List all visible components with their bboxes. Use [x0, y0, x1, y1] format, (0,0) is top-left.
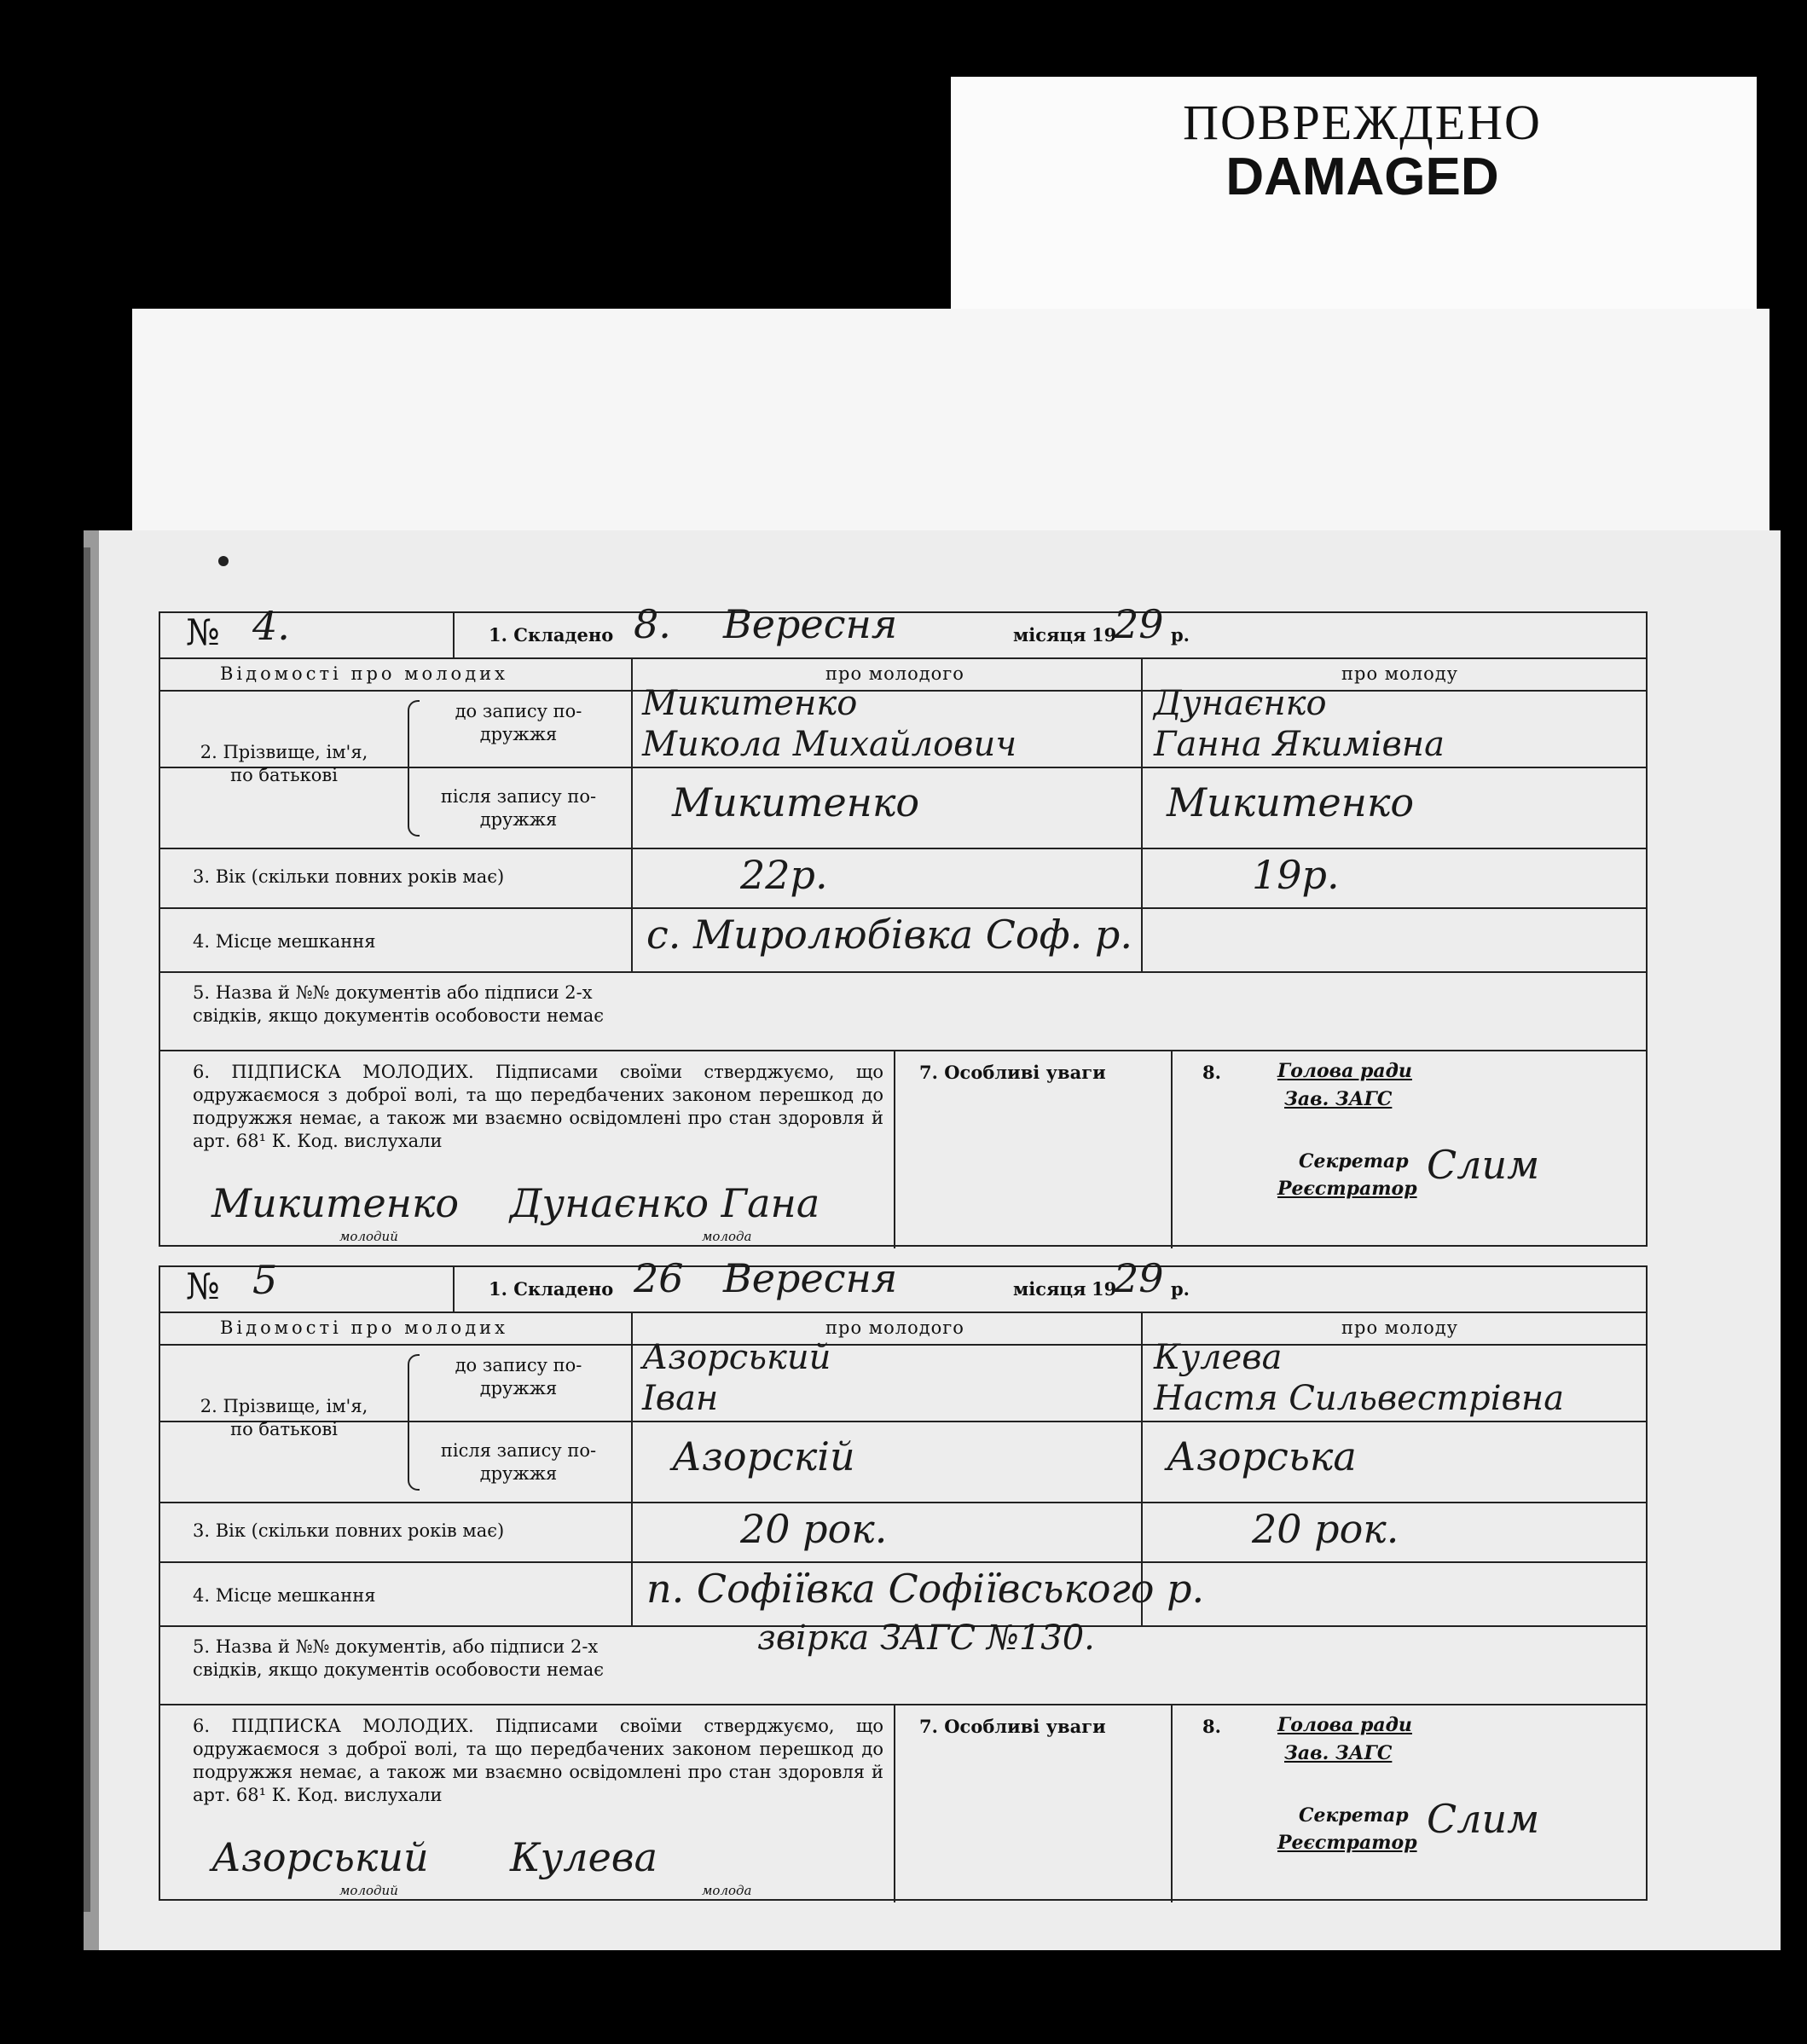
registrar-signature[interactable]: Слим: [1427, 1796, 1540, 1842]
secretary-label: Секретар: [1299, 1804, 1409, 1827]
groom-name-after[interactable]: Микитенко: [672, 779, 920, 825]
record-day[interactable]: 26: [634, 1255, 684, 1301]
residence[interactable]: п. Софіївка Софіївського р.: [646, 1566, 1205, 1612]
record-year[interactable]: 29: [1114, 601, 1164, 647]
notes-label: 7. Особливі уваги: [919, 1062, 1106, 1083]
record-month[interactable]: Вересня: [723, 601, 898, 647]
name-brace: [408, 1354, 420, 1491]
before-label: до запису по- дружжя: [455, 701, 582, 744]
rule-5: [160, 1561, 1646, 1563]
after-label: після запису по- дружжя: [440, 786, 597, 830]
residence-label: 4. Місце мешкання: [193, 931, 376, 952]
rule-v-chair: [1171, 1704, 1173, 1902]
rule-7: [160, 1704, 1646, 1705]
groom-header: про молодого: [825, 1317, 964, 1338]
rule-v-number: [453, 1267, 455, 1312]
groom-name-before[interactable]: Азорський Іван: [642, 1338, 831, 1418]
rule-3: [160, 767, 1646, 768]
bride-age[interactable]: 20 рок.: [1252, 1506, 1399, 1552]
bride-signature-caption: молода: [702, 1883, 752, 1898]
groom-signature[interactable]: Микитенко: [211, 1180, 460, 1226]
info-header: Відомості про молодих: [220, 1317, 508, 1338]
month-label: місяця: [1013, 624, 1086, 646]
rule-5: [160, 907, 1646, 909]
bride-signature[interactable]: Кулева: [510, 1834, 657, 1880]
bride-signature[interactable]: Дунаєнко Гана: [510, 1180, 820, 1226]
before-label: до запису по- дружжя: [455, 1355, 582, 1398]
record-number-sign: №: [186, 611, 220, 653]
record-1: [159, 601, 1648, 1247]
rule-4: [160, 1502, 1646, 1503]
rule-7: [160, 1050, 1646, 1051]
year-suffix: р.: [1171, 624, 1190, 646]
rule-v-notes: [894, 1050, 895, 1248]
rule-4: [160, 848, 1646, 849]
residence[interactable]: с. Миролюбівка Соф. р.: [646, 912, 1132, 958]
bride-name-after[interactable]: Азорська: [1167, 1433, 1357, 1479]
registrar-label: Реєстратор: [1277, 1178, 1417, 1200]
groom-age[interactable]: 22р.: [740, 852, 828, 898]
rule-v-notes: [894, 1704, 895, 1902]
registrar-signature[interactable]: Слим: [1427, 1142, 1540, 1188]
pledge-text: 6. ПІДПИСКА МОЛОДИХ. Підписами своїми стверджуємо, що одружаємося з доброї волі, та що передбачених законом перешкод до подружжя немає, а також ми взаємно освідомлені про стан здоровля й арт. 68¹ К. Код. вислухали: [193, 1716, 883, 1805]
secretary-label: Секретар: [1299, 1150, 1409, 1173]
year-suffix: р.: [1171, 1278, 1190, 1300]
bride-header: про молоду: [1341, 663, 1459, 684]
marriage-register-card: [84, 530, 1781, 1950]
bride-name-before[interactable]: Дунаєнко Ганна Якимівна: [1154, 684, 1445, 764]
zags-label: Зав. ЗАГС: [1284, 1088, 1393, 1110]
after-label: після запису по- дружжя: [440, 1440, 597, 1484]
residence-label: 4. Місце мешкання: [193, 1585, 376, 1606]
month-label: місяця: [1013, 1278, 1086, 1300]
record-year[interactable]: 29: [1114, 1255, 1164, 1301]
notes-label: 7. Особливі уваги: [919, 1716, 1106, 1737]
bride-age[interactable]: 19р.: [1252, 852, 1340, 898]
chair-label: Голова ради: [1277, 1060, 1412, 1082]
record-2: [159, 1255, 1648, 1901]
record-number-sign: №: [186, 1265, 220, 1307]
zags-label: Зав. ЗАГС: [1284, 1742, 1393, 1764]
groom-name-after[interactable]: Азорскій: [672, 1433, 855, 1479]
age-label: 3. Вік (скільки повних років має): [193, 866, 505, 887]
bride-signature-caption: молода: [702, 1229, 752, 1244]
composed-label: 1. Складено: [489, 624, 614, 646]
year-prefix: 19: [1092, 1278, 1117, 1300]
groom-header: про молодого: [825, 663, 964, 684]
composed-label: 1. Складено: [489, 1278, 614, 1300]
rule-3: [160, 1421, 1646, 1422]
groom-name-before[interactable]: Микитенко Микола Михайлович: [642, 684, 1017, 764]
year-prefix: 19: [1092, 624, 1117, 646]
documents-label: 5. Назва й №№ документів, або підписи 2-х свідків, якщо документів особовости немає: [193, 1636, 604, 1680]
pledge-text: 6. ПІДПИСКА МОЛОДИХ. Підписами своїми стверджуємо, що одружаємося з доброї волі, та що передбачених законом перешкод до подружжя немає, а також ми взаємно освідомлені про стан здоровля й арт. 68¹ К. Код. вислухали: [193, 1062, 883, 1151]
groom-age[interactable]: 20 рок.: [740, 1506, 888, 1552]
bride-header: про молоду: [1341, 1317, 1459, 1338]
groom-signature-caption: молодий: [339, 1229, 398, 1244]
rule-1: [160, 1312, 1646, 1313]
record-day[interactable]: 8.: [634, 601, 671, 647]
rule-v-groom: [631, 657, 633, 971]
documents-value[interactable]: звірка ЗАГС №130.: [757, 1618, 1095, 1658]
rule-1: [160, 657, 1646, 659]
chair-number: 8.: [1202, 1062, 1221, 1083]
rule-v-chair: [1171, 1050, 1173, 1248]
groom-signature-caption: молодий: [339, 1883, 398, 1898]
record-month[interactable]: Вересня: [723, 1255, 898, 1301]
registrar-label: Реєстратор: [1277, 1832, 1417, 1854]
chair-label: Голова ради: [1277, 1714, 1412, 1736]
age-label: 3. Вік (скільки повних років має): [193, 1520, 505, 1541]
rule-v-bride: [1141, 657, 1143, 971]
record-number[interactable]: 4.: [252, 603, 290, 649]
name-label: 2. Прізвище, ім'я, по батькові: [200, 1396, 368, 1439]
damaged-label-english: DAMAGED: [1225, 148, 1499, 206]
bride-name-after[interactable]: Микитенко: [1167, 779, 1415, 825]
punch-hole: [218, 556, 229, 566]
damaged-label-sheet: [951, 77, 1757, 324]
damaged-label-russian: ПОВРЕЖДЕНО: [1183, 95, 1542, 150]
name-brace: [408, 700, 420, 837]
info-header: Відомості про молодих: [220, 663, 508, 684]
record-number[interactable]: 5: [252, 1257, 278, 1303]
rule-6: [160, 971, 1646, 973]
name-label: 2. Прізвище, ім'я, по батькові: [200, 742, 368, 785]
groom-signature[interactable]: Азорський: [211, 1834, 429, 1880]
chair-number: 8.: [1202, 1716, 1221, 1737]
rule-v-number: [453, 613, 455, 657]
bride-name-before[interactable]: Кулева Настя Сильвестрівна: [1154, 1338, 1565, 1418]
documents-label: 5. Назва й №№ документів або підписи 2-х свідків, якщо документів особовости немає: [193, 982, 604, 1026]
rule-v-groom: [631, 1312, 633, 1625]
